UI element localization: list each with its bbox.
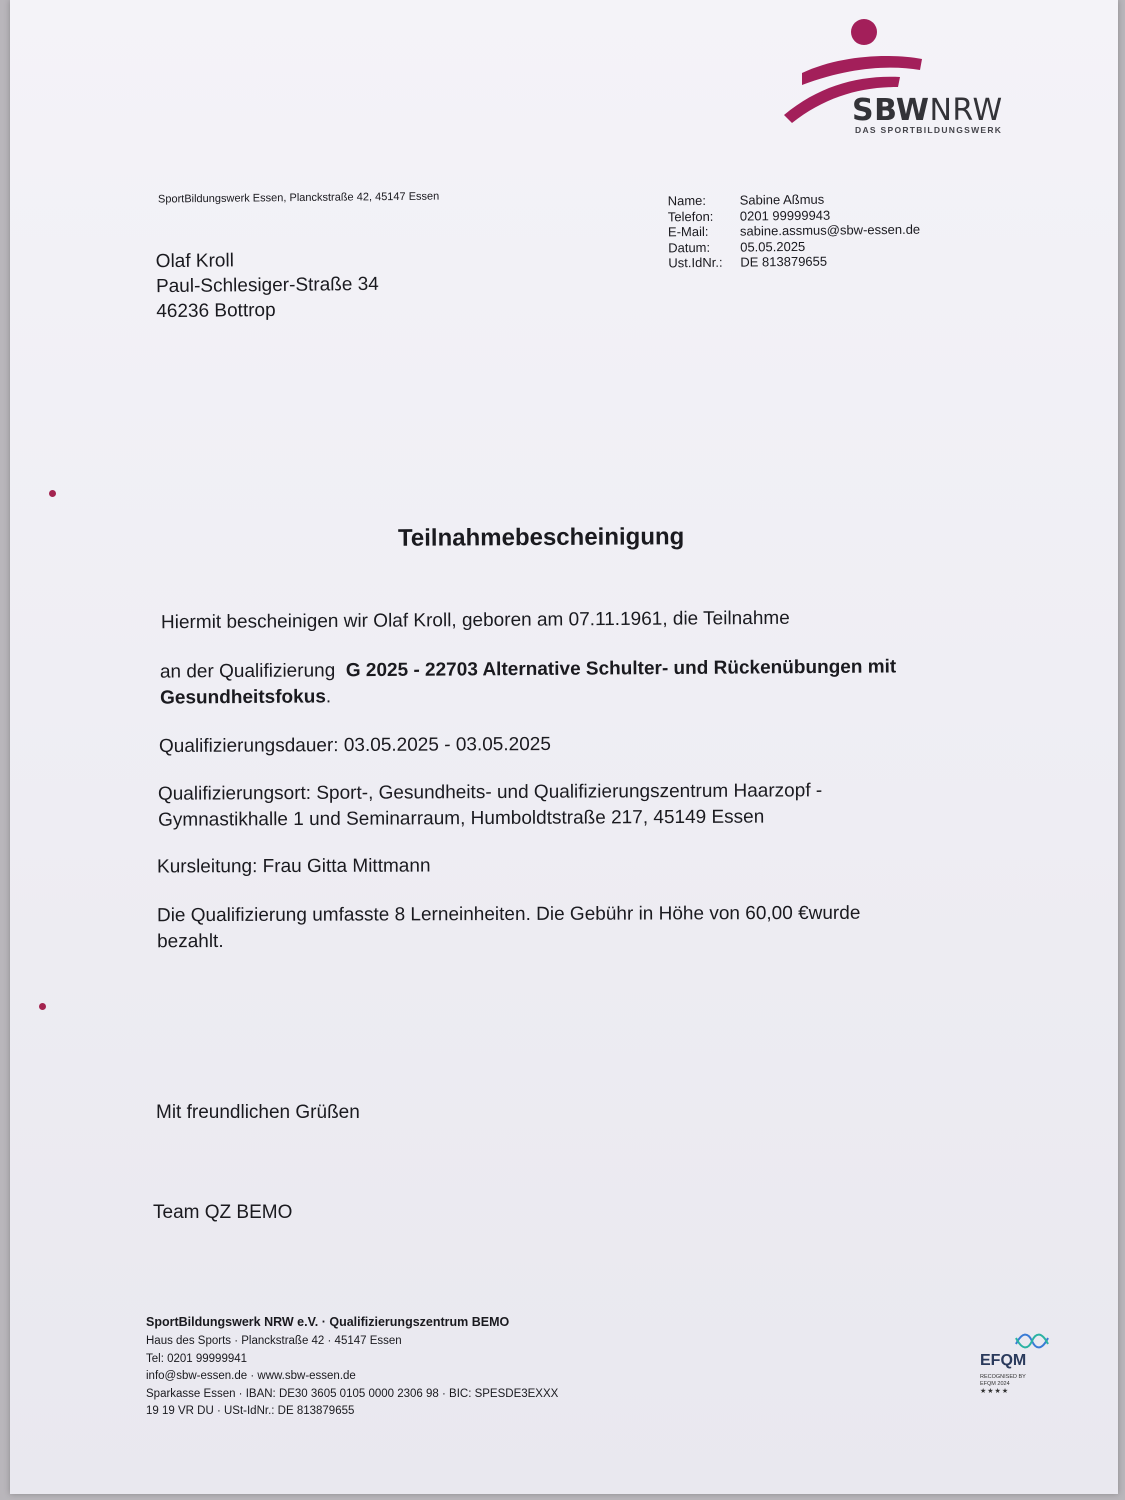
contact-value: 0201 99999943 — [739, 207, 831, 224]
qualification-title: G 2025 - 22703 Alternative Schulter- und Rückenübungen mit — [345, 656, 897, 682]
recipient-name: Olaf Kroll — [155, 250, 234, 273]
efqm-name: EFQM — [980, 1352, 1027, 1369]
recipient-city: 46236 Bottrop — [156, 299, 276, 323]
contact-label: Ust.IdNr.: — [668, 254, 723, 271]
body-course-lead: Kursleitung: Frau Gitta Mittmann — [156, 855, 431, 878]
contact-email: sabine.assmus@sbw-essen.de — [739, 221, 921, 239]
efqm-stars-icon: ★★★★ — [980, 1388, 1010, 1395]
qualification-prefix: an der Qualifizierung — [159, 660, 336, 683]
contact-value: DE 813879655 — [740, 253, 828, 270]
contact-label: Name: — [667, 192, 707, 209]
contact-row — [668, 222, 920, 240]
sbw-nrw-logo — [780, 15, 1030, 140]
efqm-loop-icon — [1012, 1330, 1052, 1352]
footer-line: Tel: 0201 99999941 — [146, 1352, 248, 1365]
contact-row — [668, 253, 920, 271]
signature: Team QZ BEMO — [153, 1202, 293, 1223]
footer-line: Haus des Sports · Planckstraße 42 · 45147 Essen — [146, 1335, 402, 1347]
punch-mark — [39, 1003, 46, 1010]
body-qualification: an der Qualifizierung G 2025 - 22703 Alternative Schulter- und Rückenübungen mit Gesundheitsfokus. — [159, 656, 897, 709]
contact-label: Telefon: — [667, 208, 714, 224]
punch-mark — [49, 490, 56, 497]
body-fee: Die Qualifizierung umfasste 8 Lerneinheiten. Die Gebühr in Höhe von 60,00 €wurde bezahlt. — [156, 902, 861, 953]
body-duration: Qualifizierungsdauer: 03.05.2025 - 03.05.2025 — [158, 733, 551, 758]
contact-label: Datum: — [668, 239, 711, 255]
recipient-street: Paul-Schlesiger-Straße 34 — [155, 273, 379, 298]
footer-line: Sparkasse Essen · IBAN: DE30 3605 0105 0000 2306 98 · BIC: SPESDE3EXXX — [146, 1387, 559, 1400]
letter-page — [10, 0, 1118, 1494]
body-intro: Hiermit bescheinigen wir Olaf Kroll, geboren am 07.11.1961, die Teilnahme — [160, 607, 790, 634]
document-title: Teilnahmebescheinigung — [397, 523, 685, 552]
contact-value: Sabine Aßmus — [739, 191, 825, 208]
contact-value: 05.05.2025 — [740, 238, 806, 255]
footer-org: SportBildungswerk NRW e.V. · Qualifizierungszentrum BEMO — [146, 1315, 510, 1329]
efqm-badge — [974, 1330, 1054, 1405]
logo-subtitle: DAS SPORTBILDUNGSWERK — [855, 125, 1003, 135]
footer-line: info@sbw-essen.de · www.sbw-essen.de — [146, 1370, 356, 1382]
closing: Mit freundlichen Grüßen — [156, 1102, 360, 1123]
qualification-title-cont: Gesundheitsfokus — [160, 686, 326, 709]
contact-label: E-Mail: — [667, 223, 709, 240]
footer-line: 19 19 VR DU · USt-IdNr.: DE 813879655 — [146, 1405, 355, 1417]
sender-line: SportBildungswerk Essen, Planckstraße 42, 45147 Essen — [157, 190, 440, 206]
recipient-address — [156, 247, 380, 324]
efqm-sub: RECOGNISED BY EFQM 2024 — [980, 1374, 1026, 1387]
contact-info — [668, 191, 921, 271]
body-location: Qualifizierungsort: Sport-, Gesundheits- und Qualifizierungszentrum Haarzopf - Gymnastikhalle 1 und Seminarraum, Humboldtstraße 217, 45149 Essen — [157, 780, 823, 831]
logo-wordmark: SBWNRW — [852, 93, 1003, 128]
footer — [146, 1311, 558, 1421]
